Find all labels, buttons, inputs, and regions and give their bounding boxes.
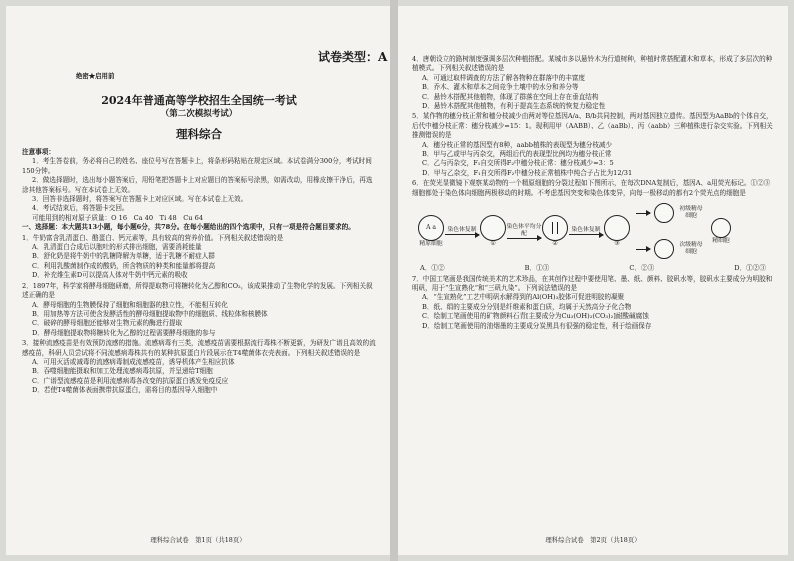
cell-3 (604, 215, 630, 241)
question-stem: 4．唐朝设立的路树制度强调多层次种植搭配。某城市多以悬铃木为行道树种，种植时常搭配灌木和草本，形成了多层次的种植模式。下列相关叙述错误的是 (412, 55, 773, 73)
paper-type-label: 试卷类型：A (318, 50, 388, 64)
option: C．悬铃木搭配其他植物，体现了群落在空间上存在垂直结构 (422, 92, 599, 101)
answer-options (412, 264, 774, 273)
option: B．舒化奶是将牛奶中的乳糖降解为单糖，适于乳糖不耐症人群 (32, 252, 215, 261)
exam-title: 2024年普通高等学校招生全国统一考试 (101, 94, 297, 107)
sperm-cell (711, 218, 731, 238)
exam-page-1 (6, 6, 390, 555)
option: D．补充维生素D可以提高人体对牛奶中钙元素的吸收 (32, 271, 188, 280)
option: B．纸、绢的主要成分分别是纤维素和蛋白质，均属于天然高分子化合物 (422, 302, 632, 311)
question-stem: 1．牛奶富含乳清蛋白、酪蛋白、钙元素等，具有较高的营养价值。下列相关叙述错误的是 (22, 233, 284, 242)
page-spine (390, 0, 398, 561)
arrow-division: 染色体平均分配 (506, 223, 542, 237)
gene-label: A a (426, 223, 436, 231)
option: B．①③ (524, 264, 550, 273)
option: B．吞噬细胞能摄取和加工处理流感病毒抗原，并呈递给T细胞 (32, 367, 213, 376)
option: B．用加热等方法可使含发酵活性的酵母细胞提取物中的细胞质、线粒体和核膜体 (32, 309, 268, 318)
notice-item: 4．考试结束后，将答题卡交回。 (32, 204, 129, 213)
notice-item: 1．考生答卷前，务必将自己的姓名、座位号写在答题卡上，将条形码粘贴在规定区域。本试卷满分300分，考试时间150分钟。 (22, 157, 372, 175)
exam-page-2 (398, 6, 788, 555)
arrow-replication-1: 染色体复制 (444, 227, 480, 235)
question-7 (412, 275, 774, 331)
option: C．破碎的酵母细胞还能够对生物元素的酶进行提取 (32, 319, 183, 328)
notice-item: 3．回答非选择题时，将答案写在答题卡上对应区域。写在本试卷上无效。 (32, 195, 248, 204)
cell-2 (542, 215, 568, 241)
page-footer: 理科综合试卷 第2页（共18页） (545, 535, 641, 544)
division-branches: 初级精母细胞 次级精母细胞 (636, 203, 705, 259)
cell-division-diagram: A a 精原细胞 染色体复制 ① 染色体平均分配 ② 染色体复制 ③ 初级精母细胞 次级精母细胞 精细胞 (418, 200, 774, 262)
secret-label: 绝密★启用前 (76, 72, 115, 80)
option: B．乔木、灌木和草本之间竞争土壤中的水分和养分等 (422, 83, 579, 92)
option: A．可用灭活或减毒的流感病毒制成流感疫苗，诱导机体产生相应抗体 (32, 357, 235, 366)
option: A．酵母细胞的生物膜保持了细胞和细胞器的独立性，不能相互转化 (32, 300, 228, 309)
option: C．广谱型流感疫苗是利用流感病毒各改变的抗原蛋白诱发免疫反应 (32, 376, 229, 385)
notice-item: 2．做选择题时，选出每小题答案后，用铅笔把答题卡上对应题目的答案标号涂黑，如需改动，用橡皮擦干净后，再选涂其他答案标号。写在本试卷上无效。 (22, 176, 373, 194)
option: A．可通过取样调查的方法了解各物种在群落中的丰富度 (422, 73, 586, 82)
question-1 (22, 234, 376, 281)
option: D．酵母细胞提取物将糖转化为乙醇的过程需要酵母细胞的参与 (32, 328, 216, 337)
question-6 (412, 179, 774, 273)
option: C．乙与丙杂交，F₁自交所得F₂中穗分枝正常：穗分枝减少=3：5 (422, 159, 614, 168)
option: D．若使T4噬菌体表面携带抗原蛋白，需将目的基因导入细胞中 (32, 386, 218, 395)
question-3 (22, 339, 376, 395)
primary-spermatocyte (654, 203, 674, 223)
option: C．②③ (629, 264, 655, 273)
option: D．甲与乙杂交，F₁自交所得F₂中穗分枝正常植株中纯合子占比为12/31 (422, 168, 633, 177)
option: C．绘制工笔画使用的矿物颜料石青[主要成分为Cu₃(OH)₂(CO₃)₂]耐酸碱腐蚀 (422, 312, 649, 321)
question-stem: 5．某作物的穗分枝正常和穗分枝减少由两对等位基因A/a、B/b共同控制，两对基因独立遗传。基因型为AaBb的个体自交，后代中穗分枝正常：穗分枝减少=15：1。现利用甲（AABB）、乙（aaBb）、丙（aabb）三种植株进行杂交实验。下列相关推测错误的是 (412, 112, 773, 140)
question-stem: 2．1897年，科学家将酵母细胞研磨，所得提取物可将糖转化为乙醇和CO₂，该成果推动了生物化学的发展。下列相关叙述正确的是 (22, 281, 373, 300)
question-4 (412, 55, 774, 111)
question-stem: 3．接种流感疫苗是有效预防流感的措施。流感病毒有三类，流感疫苗需要根据流行毒株不断更新，为研发广谱且高效的流感疫苗，科研人员尝试将不同流感病毒株共有的某种抗原蛋白片段展示在T4噬菌体衣壳表面。下列相关叙述错误的是 (22, 339, 376, 357)
subject-title: 理科综合 (176, 127, 222, 141)
option: D．①②③ (734, 264, 766, 273)
option: B．甲与乙或甲与丙杂交，两组后代的表现型比例均为穗分枝正常 (422, 150, 612, 159)
page-footer: 理科综合试卷 第1页（共18页） (150, 535, 246, 544)
question-stem: 6．在荧光显微镜下观察某动物的一个精原细胞的分裂过程如下图所示，在每次DNA复制后，基因A、a用荧光标记。①②③细胞都处于染色体向细胞两极移动的时期。不考虑基因突变和染色体变异，向每一极移动的都有2个荧光点的细胞是 (412, 179, 771, 197)
option: D．绘制工笔画使用的油烟墨的主要成分炭黑具有很强的稳定性，利于绘画保存 (422, 321, 652, 330)
option: A．穗分枝正常的基因型有8种，aabb植株的表现型为穗分枝减少 (422, 140, 613, 149)
atomic-masses: 可能用到的相对原子质量：O 16 Ca 40 Ti 48 Cu 64 (32, 213, 204, 222)
question-5 (412, 112, 774, 178)
option: A．①② (420, 264, 445, 273)
spermatogonium-label: 精原细胞 (419, 240, 443, 247)
secondary-spermatocyte (654, 239, 674, 259)
section-intro: 一、选择题：本大题共13小题，每小题6分，共78分。在每小题给出的四个选项中，只有一项是符合题目要求的。 (22, 223, 355, 232)
option: A．“生宣熟化”工艺中明矾水解得到的Al(OH)₃胶体可促进明胶的凝聚 (422, 293, 625, 302)
notice-heading: 注意事项： (22, 148, 55, 156)
exam-subtitle: （第二次模拟考试） (160, 109, 238, 119)
question-2 (22, 282, 376, 338)
cell-1 (480, 215, 506, 241)
option: C．利用乳酸菌制作成的酸奶，所含物质的种类和能量都将提高 (32, 261, 216, 270)
option: D．悬铃木搭配其他植物，有利于提高生态系统的恢复力稳定性 (422, 102, 606, 111)
option: A．乳清蛋白合成后以胞吐的形式排出细胞，需要消耗能量 (32, 243, 202, 252)
question-stem: 7．中国工笔画是我国传统美术的艺术珍品，在其创作过程中要使用笔、墨、纸、颜料、胶矾水等，胶矾水主要成分为明胶和明矾，用于“生宣熟化”和“三矾九染”。下列说法错误的是 (412, 274, 773, 292)
spermatogonium-cell (418, 215, 444, 241)
arrow-replication-2: 染色体复制 (568, 227, 604, 235)
